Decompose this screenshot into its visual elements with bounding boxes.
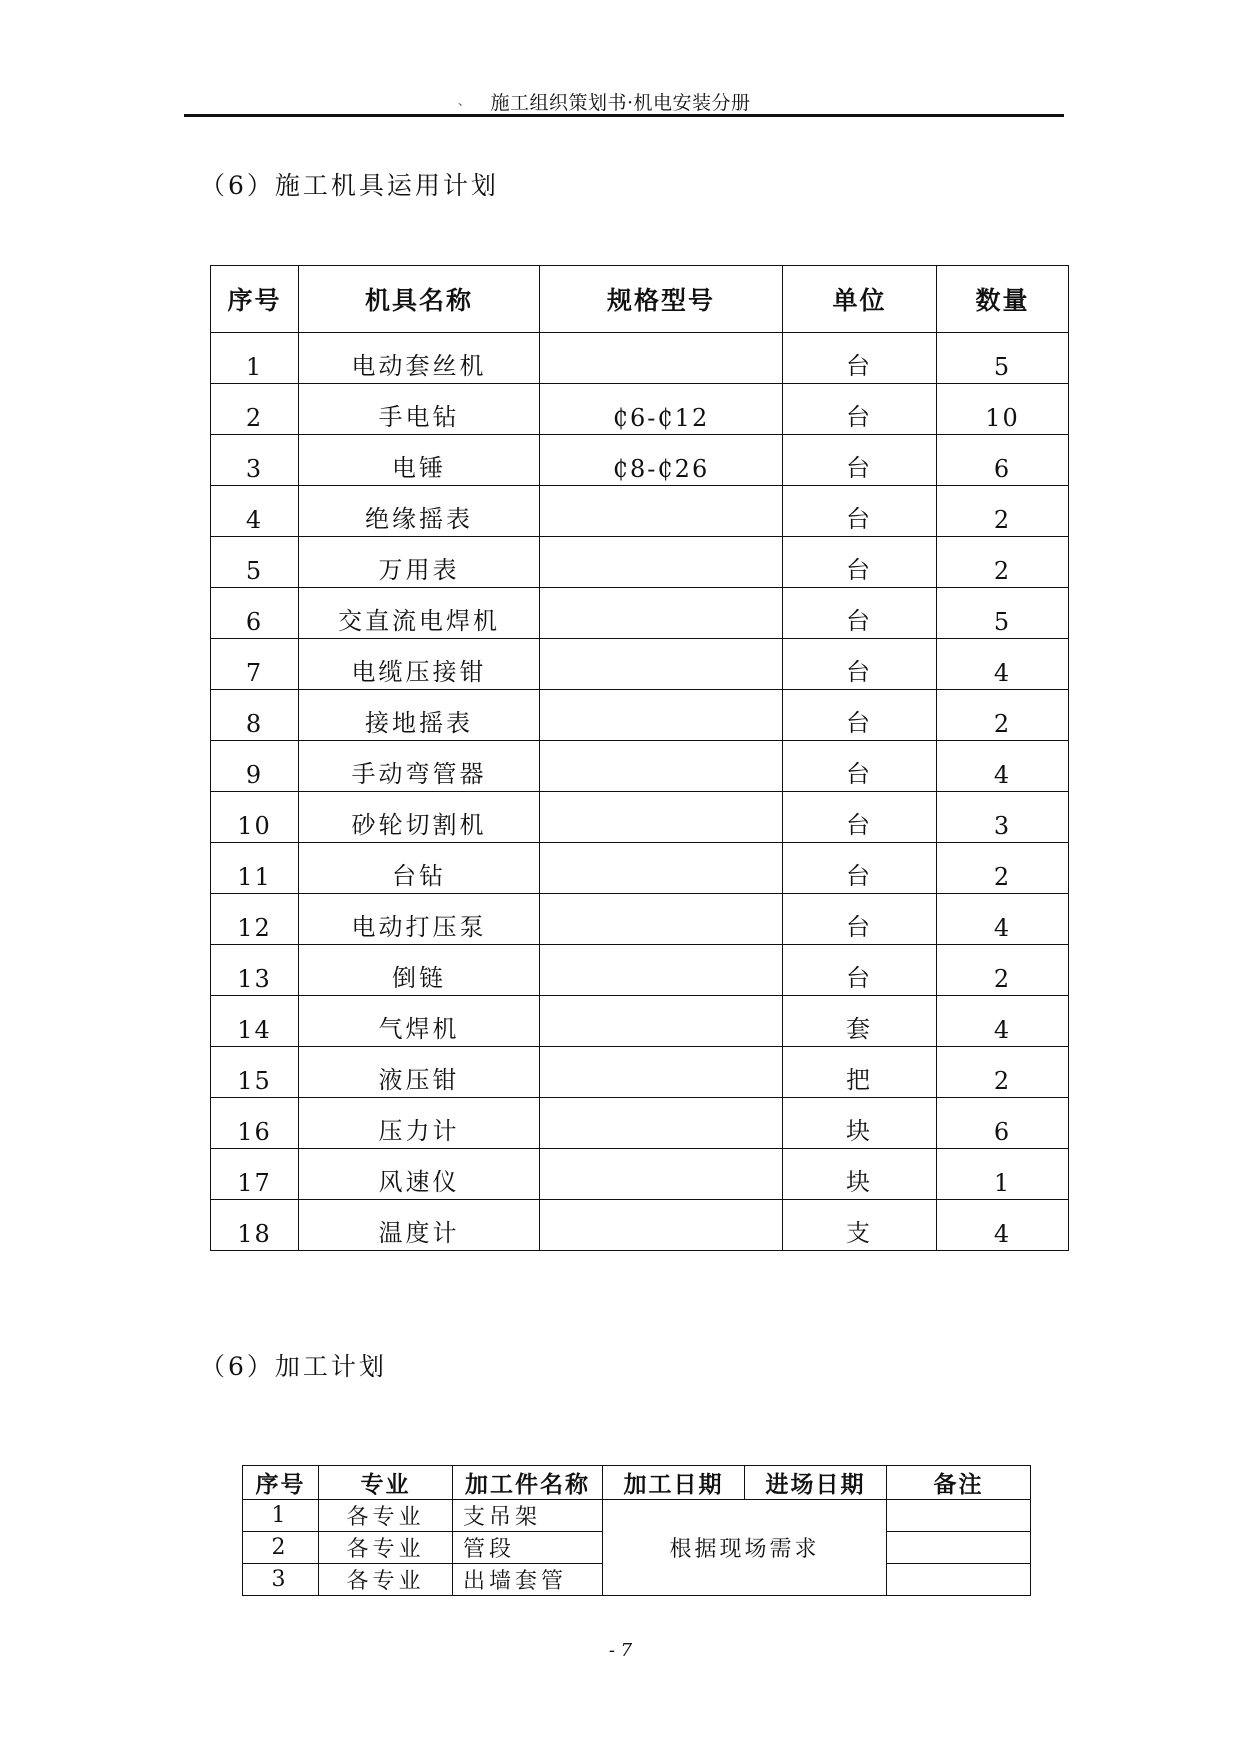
cell-qty: 6 bbox=[937, 1098, 1069, 1149]
cell-unit: 台 bbox=[783, 537, 937, 588]
table-row bbox=[211, 1200, 1069, 1251]
table-row bbox=[211, 384, 1069, 435]
cell-unit: 台 bbox=[783, 945, 937, 996]
cell-name: 万用表 bbox=[299, 537, 540, 588]
cell-unit: 台 bbox=[783, 435, 937, 486]
table-row bbox=[211, 486, 1069, 537]
processing-table-header bbox=[243, 1466, 1031, 1500]
table-row bbox=[211, 537, 1069, 588]
cell-name: 交直流电焊机 bbox=[299, 588, 540, 639]
cell-qty: 4 bbox=[937, 741, 1069, 792]
cell-remarks bbox=[887, 1532, 1031, 1564]
cell-name: 手动弯管器 bbox=[299, 741, 540, 792]
cell-discipline: 各专业 bbox=[319, 1564, 453, 1596]
proc-col-discipline: 专业 bbox=[319, 1466, 453, 1500]
table-row bbox=[211, 588, 1069, 639]
cell-no: 17 bbox=[211, 1149, 299, 1200]
cell-name: 砂轮切割机 bbox=[299, 792, 540, 843]
table-row bbox=[211, 945, 1069, 996]
col-header-unit: 单位 bbox=[783, 266, 937, 333]
cell-spec bbox=[540, 1047, 783, 1098]
cell-spec bbox=[540, 1098, 783, 1149]
cell-qty: 2 bbox=[937, 1047, 1069, 1098]
table-row bbox=[211, 996, 1069, 1047]
cell-unit: 台 bbox=[783, 384, 937, 435]
cell-name: 手电钻 bbox=[299, 384, 540, 435]
cell-no: 10 bbox=[211, 792, 299, 843]
proc-col-part: 加工件名称 bbox=[453, 1466, 603, 1500]
cell-no: 1 bbox=[211, 333, 299, 384]
proc-col-process-date: 加工日期 bbox=[603, 1466, 745, 1500]
cell-qty: 1 bbox=[937, 1149, 1069, 1200]
cell-qty: 5 bbox=[937, 333, 1069, 384]
cell-spec bbox=[540, 894, 783, 945]
cell-remarks bbox=[887, 1564, 1031, 1596]
cell-spec bbox=[540, 945, 783, 996]
cell-name: 电动打压泵 bbox=[299, 894, 540, 945]
table-row bbox=[211, 1047, 1069, 1098]
cell-unit: 块 bbox=[783, 1098, 937, 1149]
cell-name: 温度计 bbox=[299, 1200, 540, 1251]
cell-no: 11 bbox=[211, 843, 299, 894]
cell-spec bbox=[540, 996, 783, 1047]
cell-unit: 台 bbox=[783, 333, 937, 384]
cell-no: 5 bbox=[211, 537, 299, 588]
cell-remarks bbox=[887, 1500, 1031, 1532]
table-row bbox=[211, 741, 1069, 792]
cell-qty: 6 bbox=[937, 435, 1069, 486]
cell-no: 2 bbox=[211, 384, 299, 435]
table-row bbox=[211, 1149, 1069, 1200]
cell-spec bbox=[540, 1149, 783, 1200]
cell-qty: 5 bbox=[937, 588, 1069, 639]
cell-part: 支吊架 bbox=[453, 1500, 603, 1532]
cell-qty: 2 bbox=[937, 843, 1069, 894]
cell-spec bbox=[540, 1200, 783, 1251]
cell-unit: 台 bbox=[783, 486, 937, 537]
cell-spec bbox=[540, 741, 783, 792]
cell-spec bbox=[540, 843, 783, 894]
cell-unit: 台 bbox=[783, 588, 937, 639]
cell-name: 接地摇表 bbox=[299, 690, 540, 741]
cell-part: 管段 bbox=[453, 1532, 603, 1564]
cell-unit: 台 bbox=[783, 690, 937, 741]
cell-qty: 3 bbox=[937, 792, 1069, 843]
section-heading-processing: （6）加工计划 bbox=[200, 1352, 387, 1381]
cell-spec: ₵8-₵26 bbox=[540, 435, 783, 486]
col-header-name: 机具名称 bbox=[299, 266, 540, 333]
cell-spec bbox=[540, 537, 783, 588]
cell-name: 电缆压接钳 bbox=[299, 639, 540, 690]
cell-spec: ₵6-₵12 bbox=[540, 384, 783, 435]
cell-qty: 2 bbox=[937, 945, 1069, 996]
cell-dates-merged: 根据现场需求 bbox=[603, 1500, 887, 1596]
header-mark: 、 bbox=[458, 94, 471, 108]
cell-no: 1 bbox=[243, 1500, 319, 1532]
cell-name: 台钻 bbox=[299, 843, 540, 894]
cell-unit: 套 bbox=[783, 996, 937, 1047]
cell-no: 14 bbox=[211, 996, 299, 1047]
cell-spec bbox=[540, 690, 783, 741]
cell-qty: 2 bbox=[937, 690, 1069, 741]
cell-qty: 4 bbox=[937, 639, 1069, 690]
cell-unit: 台 bbox=[783, 741, 937, 792]
section-heading-tools: （6）施工机具运用计划 bbox=[200, 171, 499, 200]
cell-no: 7 bbox=[211, 639, 299, 690]
cell-spec bbox=[540, 333, 783, 384]
cell-name: 气焊机 bbox=[299, 996, 540, 1047]
cell-no: 16 bbox=[211, 1098, 299, 1149]
cell-name: 绝缘摇表 bbox=[299, 486, 540, 537]
page-header-title: 施工组织策划书·机电安装分册 bbox=[490, 92, 751, 114]
cell-unit: 台 bbox=[783, 639, 937, 690]
cell-qty: 10 bbox=[937, 384, 1069, 435]
proc-col-entry-date: 进场日期 bbox=[745, 1466, 887, 1500]
col-header-spec: 规格型号 bbox=[540, 266, 783, 333]
cell-unit: 块 bbox=[783, 1149, 937, 1200]
col-header-no: 序号 bbox=[211, 266, 299, 333]
cell-no: 9 bbox=[211, 741, 299, 792]
table-row bbox=[211, 639, 1069, 690]
cell-unit: 支 bbox=[783, 1200, 937, 1251]
cell-no: 4 bbox=[211, 486, 299, 537]
table-row bbox=[211, 1098, 1069, 1149]
header-rule bbox=[184, 114, 1064, 117]
cell-no: 13 bbox=[211, 945, 299, 996]
cell-discipline: 各专业 bbox=[319, 1500, 453, 1532]
cell-spec bbox=[540, 792, 783, 843]
cell-no: 18 bbox=[211, 1200, 299, 1251]
cell-no: 15 bbox=[211, 1047, 299, 1098]
cell-name: 电锤 bbox=[299, 435, 540, 486]
cell-qty: 4 bbox=[937, 894, 1069, 945]
cell-qty: 4 bbox=[937, 1200, 1069, 1251]
cell-unit: 台 bbox=[783, 843, 937, 894]
page-number: - 7 bbox=[608, 1640, 633, 1661]
cell-no: 6 bbox=[211, 588, 299, 639]
proc-col-remarks: 备注 bbox=[887, 1466, 1031, 1500]
cell-part: 出墙套管 bbox=[453, 1564, 603, 1596]
cell-spec bbox=[540, 639, 783, 690]
cell-qty: 2 bbox=[937, 486, 1069, 537]
table-row bbox=[211, 894, 1069, 945]
tools-table bbox=[210, 265, 1069, 1251]
table-row bbox=[211, 333, 1069, 384]
cell-name: 倒链 bbox=[299, 945, 540, 996]
cell-name: 风速仪 bbox=[299, 1149, 540, 1200]
table-row bbox=[243, 1500, 1031, 1532]
cell-name: 电动套丝机 bbox=[299, 333, 540, 384]
table-row bbox=[211, 435, 1069, 486]
tools-table-header bbox=[211, 266, 1069, 333]
proc-col-no: 序号 bbox=[243, 1466, 319, 1500]
cell-no: 12 bbox=[211, 894, 299, 945]
cell-spec bbox=[540, 486, 783, 537]
table-row bbox=[211, 843, 1069, 894]
cell-qty: 2 bbox=[937, 537, 1069, 588]
cell-spec bbox=[540, 588, 783, 639]
table-row bbox=[211, 792, 1069, 843]
cell-no: 2 bbox=[243, 1532, 319, 1564]
cell-unit: 台 bbox=[783, 792, 937, 843]
cell-name: 压力计 bbox=[299, 1098, 540, 1149]
cell-unit: 台 bbox=[783, 894, 937, 945]
cell-qty: 4 bbox=[937, 996, 1069, 1047]
cell-no: 8 bbox=[211, 690, 299, 741]
cell-no: 3 bbox=[243, 1564, 319, 1596]
cell-unit: 把 bbox=[783, 1047, 937, 1098]
processing-table bbox=[242, 1465, 1031, 1596]
col-header-qty: 数量 bbox=[937, 266, 1069, 333]
cell-name: 液压钳 bbox=[299, 1047, 540, 1098]
cell-discipline: 各专业 bbox=[319, 1532, 453, 1564]
cell-no: 3 bbox=[211, 435, 299, 486]
table-row bbox=[211, 690, 1069, 741]
